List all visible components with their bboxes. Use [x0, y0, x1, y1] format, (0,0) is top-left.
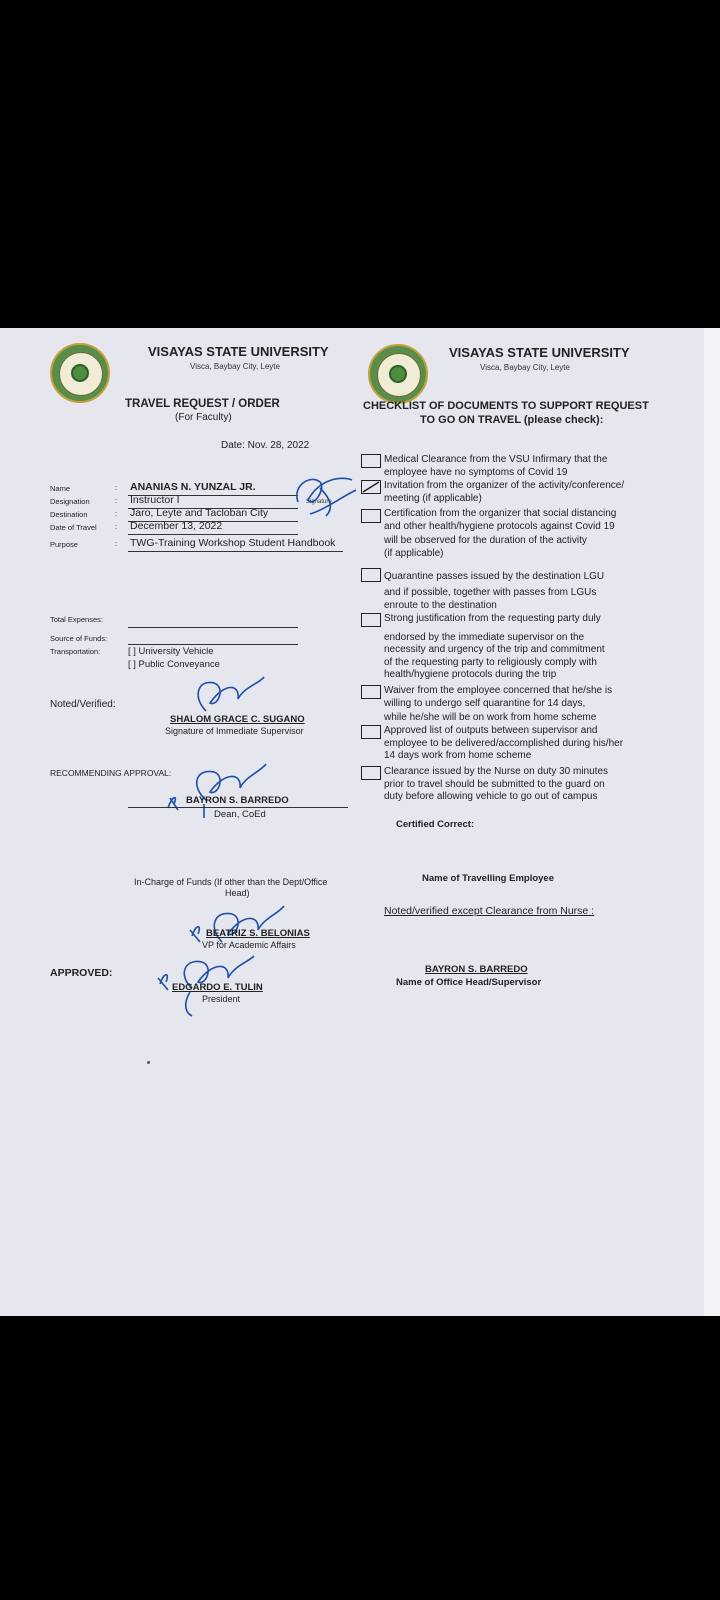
- purpose-label: Purpose: [50, 540, 78, 549]
- checkbox-icon[interactable]: [361, 568, 381, 582]
- name-value: ANANIAS N. YUNZAL JR.: [130, 481, 256, 493]
- university-seal-icon: [368, 344, 428, 404]
- office-head-caption: Name of Office Head/Supervisor: [396, 977, 542, 988]
- recommending-approval-label: RECOMMENDING APPROVAL:: [50, 768, 172, 778]
- source-of-funds-label: Source of Funds:: [50, 634, 108, 643]
- purpose-value: TWG-Training Workshop Student Handbook: [130, 537, 336, 549]
- president-title: President: [202, 994, 241, 1004]
- colon: :: [115, 483, 118, 492]
- vp-name: BEATRIZ S. BELONIAS: [206, 928, 310, 939]
- president-name: EDGARDO E. TULIN: [172, 982, 263, 993]
- left-university-name: VISAYAS STATE UNIVERSITY: [148, 344, 329, 359]
- right-university-name: VISAYAS STATE UNIVERSITY: [449, 345, 630, 360]
- funds-incharge-line-2: Head): [225, 888, 250, 898]
- date-of-travel-value: December 13, 2022: [130, 520, 223, 532]
- checklist-item-nurse-clearance: Clearance issued by the Nurse on duty 30 minutes prior to travel should be submitted to the guard on duty before allowing vehicle to go out of campus: [384, 766, 609, 803]
- left-university-address: Visca, Baybay City, Leyte: [190, 362, 280, 371]
- checklist-item-approved-outputs: Approved list of outputs between supervisor and employee to be delivered/accomplished during his/her 14 days work from home scheme: [384, 725, 624, 762]
- date-of-travel-label: Date of Travel: [50, 523, 97, 532]
- checkbox-icon[interactable]: [361, 454, 381, 468]
- checkbox-icon[interactable]: [361, 509, 381, 523]
- form-title: TRAVEL REQUEST / ORDER: [125, 398, 280, 410]
- name-label: Name: [50, 484, 71, 493]
- signature-caption: Signature: [306, 499, 332, 505]
- noted-verified-label: Noted/Verified:: [50, 699, 116, 710]
- checkbox-icon[interactable]: [361, 613, 381, 627]
- checklist-item-invitation: Invitation from the organizer of the activity/conference/ meeting (if applicable): [384, 480, 625, 504]
- dean-name: BAYRON S. BARREDO: [186, 795, 289, 806]
- dean-title: Dean, CoEd: [214, 809, 266, 820]
- funds-incharge-line-1: In-Charge of Funds (If other than the Dept/Office: [134, 877, 328, 887]
- checklist-item-medical-clearance: Medical Clearance from the VSU Infirmary that the employee have no symptoms of Covid 19: [384, 454, 608, 478]
- certified-correct-label: Certified Correct:: [396, 819, 475, 830]
- designation-label: Designation: [50, 497, 90, 506]
- checklist-title-line-1: CHECKLIST OF DOCUMENTS TO SUPPORT REQUEST: [363, 400, 649, 412]
- checkbox-icon[interactable]: [361, 766, 381, 780]
- colon: :: [115, 496, 118, 505]
- checkbox-icon[interactable]: [361, 480, 381, 494]
- checklist-item-quarantine-passes: Quarantine passes issued by the destination LGU and if possible, together with passes from LGUs enroute to the destination: [384, 571, 605, 611]
- document-page: [0, 328, 704, 1316]
- destination-label: Destination: [50, 510, 88, 519]
- colon: :: [115, 539, 118, 548]
- approved-label: APPROVED:: [50, 967, 113, 979]
- page-edge: [704, 328, 720, 1316]
- checklist-item-certification: Certification from the organizer that social distancing and other health/hygiene protocols against Covid 19 will be observed for the duration of the activity (if applicable): [384, 508, 617, 559]
- noted-except-clearance: Noted/verified except Clearance from Nurse :: [384, 905, 595, 917]
- travelling-employee-caption: Name of Travelling Employee: [422, 873, 554, 884]
- transportation-label: Transportation:: [50, 647, 101, 656]
- transport-option-university-vehicle: [ ] University Vehicle: [128, 646, 214, 657]
- office-head-name: BAYRON S. BARREDO: [425, 964, 528, 975]
- supervisor-signature: [184, 673, 274, 718]
- right-university-address: Visca, Baybay City, Leyte: [480, 363, 570, 372]
- checkbox-icon[interactable]: [361, 725, 381, 739]
- transport-option-public-conveyance: [ ] Public Conveyance: [128, 659, 220, 670]
- colon: :: [115, 522, 118, 531]
- colon: :: [115, 509, 118, 518]
- vp-title: VP for Academic Affairs: [202, 940, 296, 950]
- checkmark-icon: [362, 481, 380, 493]
- supervisor-name: SHALOM GRACE C. SUGANO: [170, 714, 305, 725]
- supervisor-caption: Signature of Immediate Supervisor: [165, 726, 304, 736]
- request-date: Date: Nov. 28, 2022: [221, 440, 310, 451]
- checkbox-icon[interactable]: [361, 685, 381, 699]
- destination-value: Jaro, Leyte and Tacloban City: [130, 507, 269, 519]
- applicant-signature: [290, 468, 360, 520]
- form-subtitle: (For Faculty): [175, 412, 232, 423]
- checklist-item-strong-justification: Strong justification from the requesting party duly endorsed by the immediate supervisor on the necessity and urgency of the trip and commitment of the requesting party to religiously comply with health/hygiene protocols during the trip: [384, 613, 605, 681]
- designation-value: Instructor I: [130, 494, 180, 506]
- university-seal-icon: [50, 343, 110, 403]
- checklist-item-waiver: Waiver from the employee concerned that he/she is willing to undergo self quarantine for 14 days, while he/she will be on work from home scheme: [384, 685, 613, 724]
- total-expenses-label: Total Expenses:: [50, 615, 103, 624]
- checklist-title-line-2: TO GO ON TRAVEL (please check):: [420, 414, 604, 426]
